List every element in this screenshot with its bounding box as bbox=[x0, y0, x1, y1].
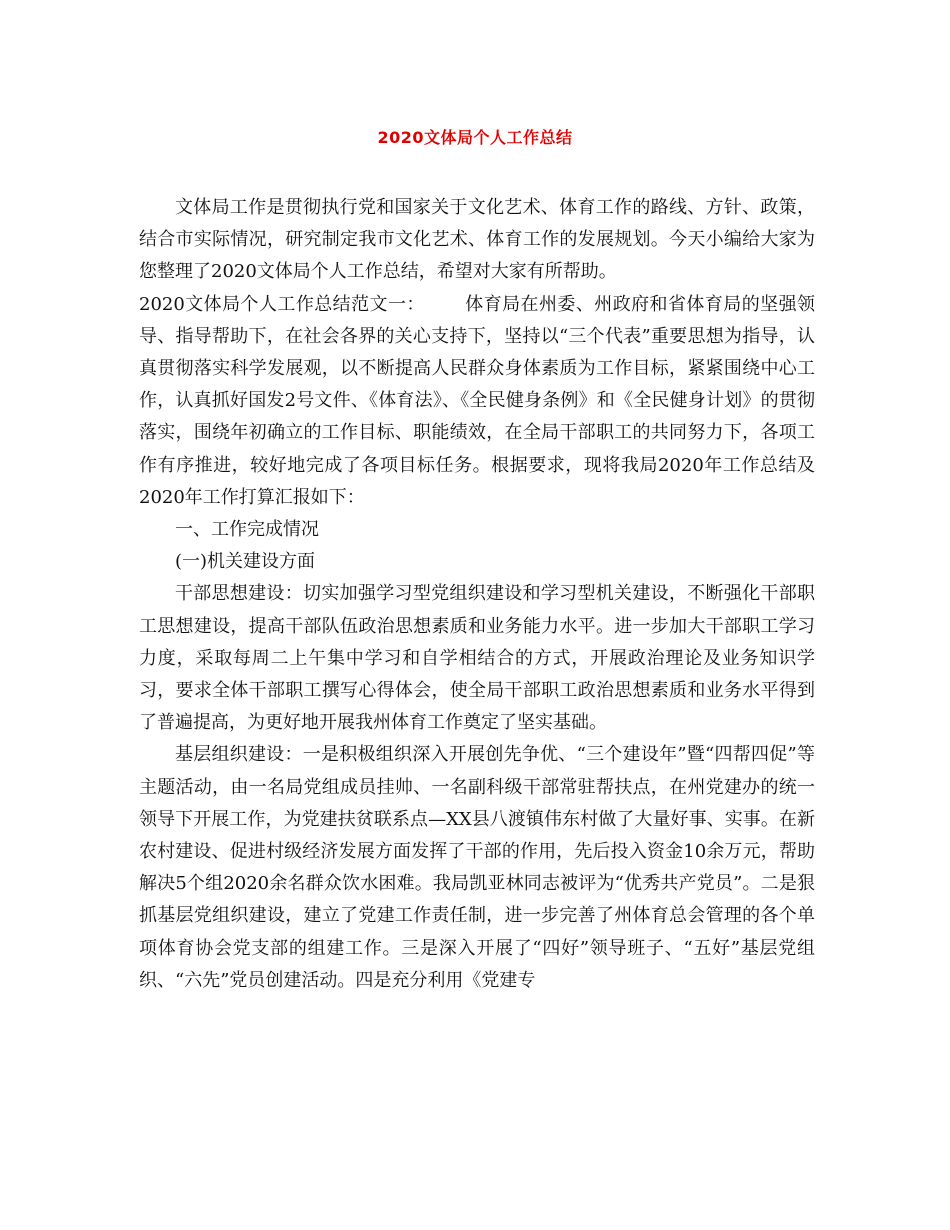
subsection-heading: (一)机关建设方面 bbox=[175, 551, 316, 573]
sample-heading: 2020文体局个人工作总结范文一： bbox=[139, 293, 425, 315]
document-body bbox=[139, 192, 815, 997]
cadre-paragraph: 干部思想建设：切实加强学习型党组织建设和学习型机关建设，不断强化干部职工思想建设，提高干部队伍政治思想素质和业务能力水平。进一步加大干部职工学习力度，采取每周二上午集中学习和自学相结合的方式，开展政治理论及业务知识学习，要求全体干部职工撰写心得体会，使全局干部职工政治思想素质和业务水平得到了普遍提高，为更好地开展我州体育工作奠定了坚实基础。 bbox=[139, 583, 815, 734]
grassroots-paragraph: 基层组织建设：一是积极组织深入开展创先争优、“三个建设年”暨“四帮四促”等主题活动，由一名局党组成员挂帅、一名副科级干部常驻帮扶点，在州党建办的统一领导下开展工作，为党建扶贫联系点—XX县八渡镇伟东村做了大量好事、实事。在新农村建设、促进村级经济发展方面发挥了干部的作用，先后投入资金10余万元，帮助解决5个组2020余名群众饮水困难。我局凯亚林同志被评为“优秀共产党员”。二是狠抓基层党组织建设，建立了党建工作责任制，进一步完善了州体育总会管理的各个单项体育协会党支部的组建工作。三是深入开展了“四好”领导班子、“五好”基层党组织、“六先”党员创建活动。四是充分利用《党建专 bbox=[139, 744, 815, 991]
document-title: 2020文体局个人工作总结 bbox=[377, 128, 573, 147]
section-heading: 一、工作完成情况 bbox=[175, 519, 319, 541]
intro-paragraph: 文体局工作是贯彻执行党和国家关于文化艺术、体育工作的路线、方针、政策，结合市实际情况，研究制定我市文化艺术、体育工作的发展规划。今天小编给大家为您整理了2020文体局个人工作总结，希望对大家有所帮助。 bbox=[139, 197, 815, 283]
sample-paragraph bbox=[139, 289, 815, 514]
sample-body: 体育局在州委、州政府和省体育局的坚强领导、指导帮助下，在社会各界的关心支持下，坚持以“三个代表”重要思想为指导，认真贯彻落实科学发展观，以不断提高人民群众身体素质为工作目标，紧紧围绕中心工作，认真抓好国发2号文件、《体育法》、《全民健身条例》和《全民健身计划》的贯彻落实，围绕年初确立的工作目标、职能绩效，在全局干部职工的共同努力下，各项工作有序推进，较好地完成了各项目标任务。根据要求，现将我局2020年工作总结及2020年工作打算汇报如下： bbox=[139, 293, 815, 508]
